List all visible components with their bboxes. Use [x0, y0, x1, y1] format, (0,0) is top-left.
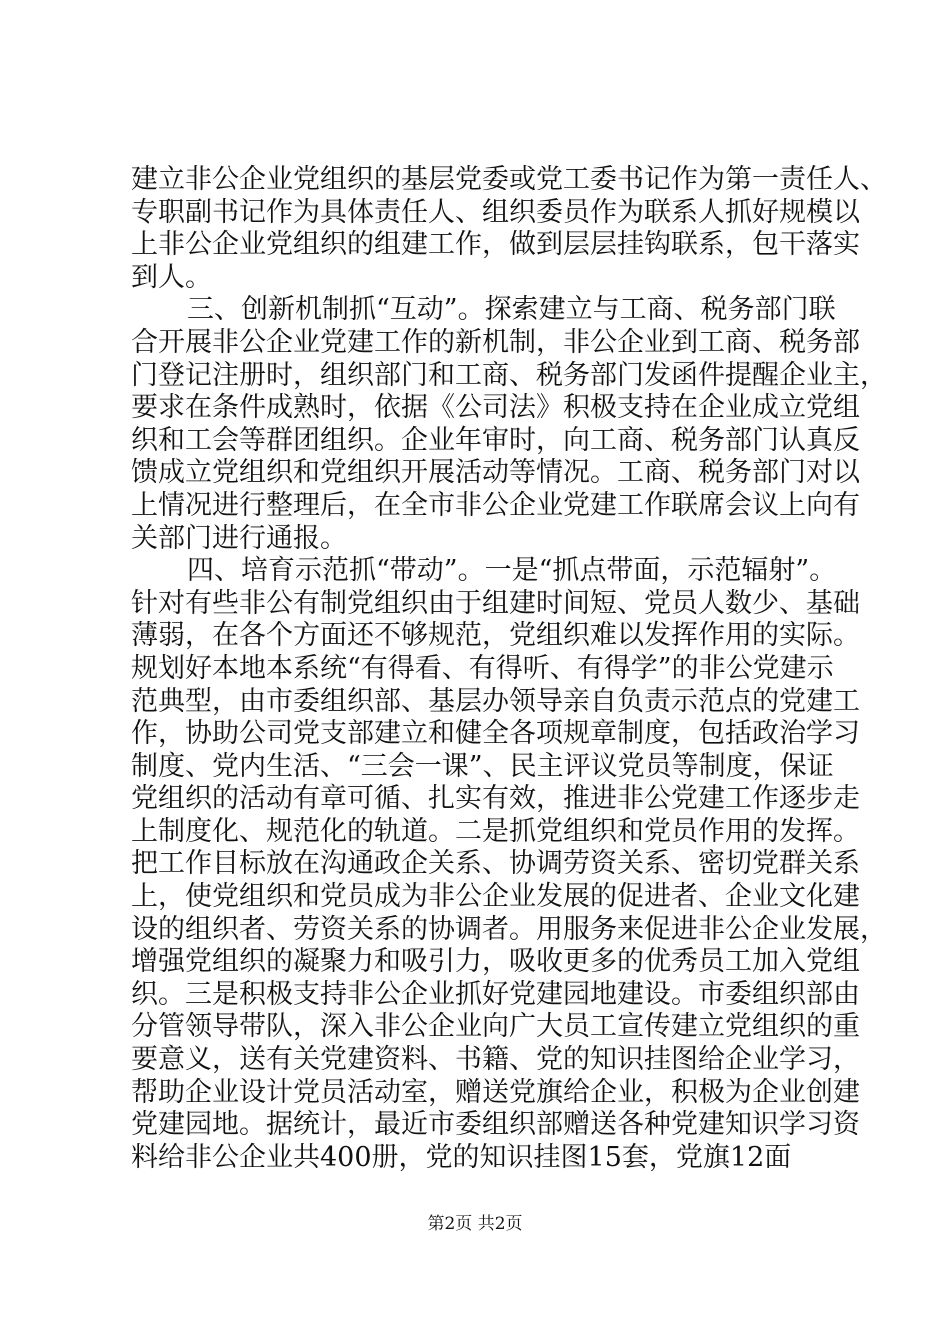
text-line: 分管领导带队，深入非公企业向广大员工宣传建立党组织的重 — [131, 1011, 860, 1043]
text-line: 上非公企业党组织的组建工作，做到层层挂钩联系，包干落实 — [131, 229, 860, 261]
text-line: 作，协助公司党支部建立和健全各项规章制度，包括政治学习 — [131, 718, 860, 750]
text-line: 薄弱，在各个方面还不够规范，党组织难以发挥作用的实际。 — [131, 620, 860, 652]
text-line: 上情况进行整理后，在全市非公企业党建工作联席会议上向有 — [131, 489, 860, 521]
text-line: 三、创新机制抓“互动”。探索建立与工商、税务部门联 — [187, 294, 836, 326]
text-line: 帮助企业设计党员活动室，赠送党旗给企业，积极为企业创建 — [131, 1076, 860, 1108]
text-line: 要意义，送有关党建资料、书籍、党的知识挂图给企业学习， — [131, 1044, 860, 1076]
text-line: 上，使党组织和党员成为非公企业发展的促进者、企业文化建 — [131, 881, 860, 913]
text-line: 织。三是积极支持非公企业抓好党建园地建设。市委组织部由 — [131, 978, 860, 1010]
text-line: 料给非公企业共400册，党的知识挂图15套，党旗12面 — [131, 1141, 792, 1173]
page-footer: 第2页 共2页 — [427, 1214, 523, 1234]
text-line: 增强党组织的凝聚力和吸引力，吸收更多的优秀员工加入党组 — [131, 946, 860, 978]
text-line: 建立非公企业党组织的基层党委或党工委书记作为第一责任人、 — [131, 164, 887, 195]
text-line: 四、培育示范抓“带动”。一是“抓点带面，示范辐射”。 — [187, 555, 837, 587]
text-line: 门登记注册时，组织部门和工商、税务部门发函件提醒企业主， — [131, 359, 887, 391]
text-line: 规划好本地本系统“有得看、有得听、有得学”的非公党建示 — [131, 652, 834, 684]
text-line: 党组织的活动有章可循、扎实有效，推进非公党建工作逐步走 — [131, 783, 860, 815]
text-line: 到人。 — [131, 261, 212, 293]
text-line: 范典型，由市委组织部、基层办领导亲自负责示范点的党建工 — [131, 685, 860, 717]
text-line: 合开展非公企业党建工作的新机制，非公企业到工商、税务部 — [131, 326, 860, 358]
text-line: 设的组织者、劳资关系的协调者。用服务来促进非公企业发展， — [131, 913, 887, 945]
text-line: 织和工会等群团组织。企业年审时，向工商、税务部门认真反 — [131, 424, 860, 456]
text-line: 馈成立党组织和党组织开展活动等情况。工商、税务部门对以 — [131, 457, 860, 489]
text-line: 党建园地。据统计，最近市委组织部赠送各种党建知识学习资 — [131, 1109, 860, 1141]
text-line: 专职副书记作为具体责任人、组织委员作为联系人抓好规模以 — [131, 196, 860, 228]
text-line: 把工作目标放在沟通政企关系、协调劳资关系、密切党群关系 — [131, 848, 860, 880]
body-text — [131, 164, 887, 1174]
text-line: 关部门进行通报。 — [131, 522, 347, 554]
text-line: 上制度化、规范化的轨道。二是抓党组织和党员作用的发挥。 — [131, 815, 860, 847]
text-line: 要求在条件成熟时，依据《公司法》积极支持在企业成立党组 — [131, 392, 860, 424]
text-line: 针对有些非公有制党组织由于组建时间短、党员人数少、基础 — [131, 587, 860, 619]
text-line: 制度、党内生活、“三会一课”、民主评议党员等制度，保证 — [131, 750, 834, 782]
